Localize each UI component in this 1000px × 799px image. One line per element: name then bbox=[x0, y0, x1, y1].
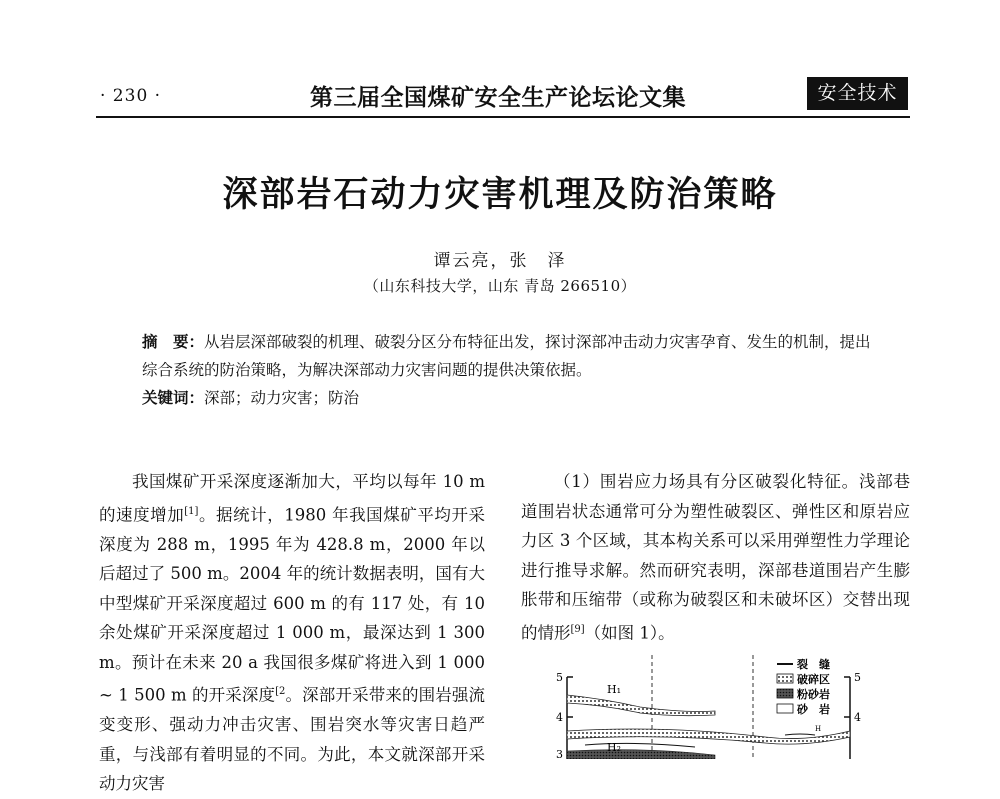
legend-sandstone: 砂 岩 bbox=[797, 703, 830, 716]
right-paragraph bbox=[521, 467, 910, 648]
crack-line bbox=[585, 743, 695, 747]
crack-line bbox=[785, 734, 815, 735]
left-text-3: 。深部开采带来的围岩强流变变形、强动力冲击灾害、围岩突水等灾害日趋严重，与浅部有着明显的不同。为此，本文就深部开采动力灾害 bbox=[99, 685, 485, 793]
fracture-zone-h1 bbox=[567, 695, 715, 716]
left-text-1: 我国煤矿开采深度逐渐加大，平均以每年 10 m 的速度增加 bbox=[99, 472, 485, 524]
figure-1 bbox=[545, 655, 875, 759]
keywords bbox=[142, 386, 359, 408]
abstract bbox=[142, 328, 872, 384]
legend-siltstone: 粉砂岩 bbox=[797, 688, 830, 701]
keywords-label: 关键词： bbox=[142, 389, 205, 407]
page-number: · 230 · bbox=[100, 86, 162, 106]
affiliation: （山东科技大学，山东 青岛 266510） bbox=[363, 277, 637, 295]
label-h1: H₁ bbox=[607, 683, 622, 696]
left-text-2: 。据统计，1980 年我国煤矿平均开采深度为 288 m，1995 年为 428.8 m，2000 年以后超过了 500 m。2004 年的统计数据表明，国有大中型煤矿开采深度超过 600 m 的有 117 处，有 10 余处煤矿开采深度超过 1 000 m，最深达到 1 300 m。预计在未来 20 a 我国很多煤矿将进入到 1 000 ~ 1 500 m 的开采深度 bbox=[99, 505, 485, 705]
abstract-text: 从岩层深部破裂的机理、破裂分区分布特征出发，探讨深部冲击动力灾害孕育、发生的机制，提出综合系统的防治策略，为解决深部动力灾害问题的提供决策依据。 bbox=[142, 333, 871, 379]
legend-fracture-zone: 破碎区 bbox=[797, 673, 830, 686]
right-column bbox=[521, 467, 910, 648]
legend-crack: 裂 缝 bbox=[797, 658, 830, 671]
left-tick-4: 4 bbox=[556, 711, 563, 724]
siltstone-layer bbox=[567, 750, 715, 759]
label-h2: H₂ bbox=[607, 741, 622, 754]
label-mark: H bbox=[815, 725, 822, 733]
left-tick-5: 5 bbox=[556, 671, 563, 684]
legend-swatch-siltstone bbox=[777, 689, 793, 698]
authors: 谭云亮，张 泽 bbox=[433, 251, 567, 271]
legend-swatch-sandstone bbox=[777, 704, 793, 713]
right-tick-5: 5 bbox=[854, 671, 861, 684]
right-text-2: （如图 1）。 bbox=[584, 623, 675, 642]
right-tick-4: 4 bbox=[854, 711, 861, 724]
keywords-text: 深部；动力灾害；防治 bbox=[204, 389, 360, 407]
journal-title: 第三届全国煤矿安全生产论坛论文集 bbox=[310, 85, 686, 111]
left-tick-3: 3 bbox=[556, 748, 563, 759]
legend-swatch-fracture bbox=[777, 674, 793, 683]
left-paragraph bbox=[99, 467, 485, 799]
citation-1: [1] bbox=[184, 505, 199, 517]
paper-title: 深部岩石动力灾害机理及防治策略 bbox=[222, 175, 778, 215]
citation-9: [9] bbox=[570, 623, 585, 635]
figure-legend bbox=[777, 657, 830, 716]
right-text-1: （1）围岩应力场具有分区破裂化特征。浅部巷道围岩状态通常可分为塑性破裂区、弹性区和原岩应力区 3 个区域，其本构关系可以采用弹塑性力学理论进行推导求解。然而研究表明，深部巷道围岩产生膨胀带和压缩带（或称为破裂区和未破坏区）交替出现的情形 bbox=[521, 472, 910, 642]
header-rule bbox=[96, 116, 910, 118]
abstract-label: 摘 要： bbox=[142, 333, 205, 351]
section-tag: 安全技术 bbox=[807, 77, 908, 110]
left-column bbox=[99, 467, 485, 799]
citation-2: [2 bbox=[275, 686, 286, 697]
